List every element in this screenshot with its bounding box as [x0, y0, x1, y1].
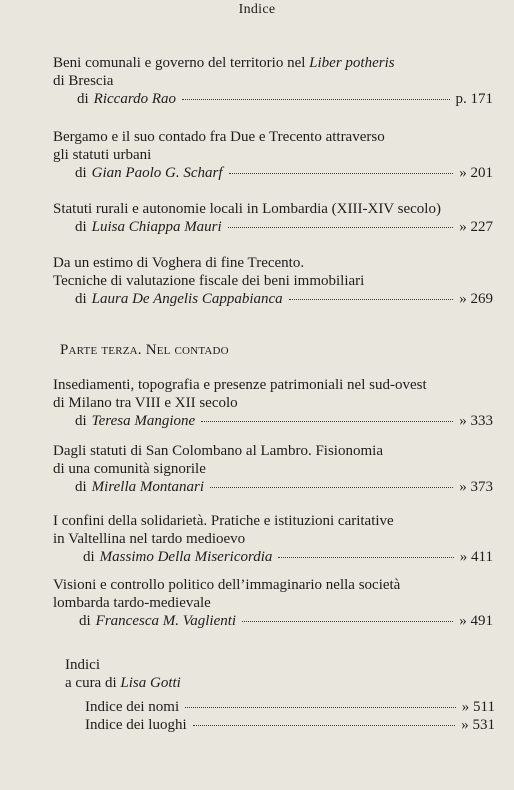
- entry-page: » 491: [459, 613, 493, 629]
- entry-title-line: di Brescia: [53, 73, 114, 89]
- toc-entry: [53, 200, 493, 236]
- entry-title-line: gli statuti urbani: [53, 147, 152, 163]
- entry-title-line: di Milano tra VIII e XII secolo: [53, 395, 238, 411]
- entry-title-line: lombarda tardo-medievale: [53, 595, 211, 611]
- entry-by: di: [83, 549, 95, 565]
- entry-by: di: [75, 479, 87, 495]
- dot-leader: [182, 99, 449, 100]
- index-row: [65, 698, 495, 716]
- entry-title-line: Da un estimo di Voghera di fine Trecento.: [53, 255, 305, 271]
- entry-author: Teresa Mangione: [91, 413, 196, 429]
- entry-author-row: [53, 290, 493, 308]
- toc-entry: [53, 128, 493, 182]
- dot-leader: [193, 725, 456, 726]
- entry-author: Gian Paolo G. Scharf: [91, 165, 223, 181]
- entry-page: » 411: [459, 549, 493, 565]
- entry-author-row: [53, 548, 493, 566]
- entry-by: di: [75, 413, 87, 429]
- dot-leader: [289, 299, 454, 300]
- entry-page: » 201: [459, 165, 493, 181]
- indexes-title: Indici: [65, 657, 100, 673]
- entry-author-row: [53, 218, 493, 236]
- dot-leader: [201, 421, 453, 422]
- entry-title-line: Beni comunali e governo del territorio nel Liber potheris: [53, 55, 395, 71]
- indexes-curator: Lisa Gotti: [120, 675, 181, 691]
- entry-by: di: [77, 91, 89, 107]
- entry-title-line: Tecniche di valutazione fiscale dei beni immobiliari: [53, 273, 365, 289]
- entry-author: Mirella Montanari: [91, 479, 205, 495]
- toc-entry: [53, 512, 493, 566]
- entry-title-line: di una comunità signorile: [53, 461, 206, 477]
- toc-entry: [53, 576, 493, 630]
- dot-leader: [210, 487, 453, 488]
- section-title: Nel contado: [145, 342, 229, 358]
- toc-entry: [53, 442, 493, 496]
- dot-leader: [228, 227, 454, 228]
- index-label: Indice dei nomi: [85, 699, 180, 715]
- entry-title-line: I confini della solidarietà. Pratiche e istituzioni caritative: [53, 513, 394, 529]
- entry-author-row: [53, 412, 493, 430]
- dot-leader: [242, 621, 453, 622]
- entry-title-line: Statuti rurali e autonomie locali in Lombardia (XIII-XIV secolo): [53, 201, 441, 217]
- entry-title-line: Insediamenti, topografia e presenze patrimoniali nel sud-ovest: [53, 377, 427, 393]
- entry-author-row: [53, 478, 493, 496]
- index-row: [65, 716, 495, 734]
- entry-page: p. 171: [455, 91, 493, 107]
- running-head: Indice: [238, 2, 276, 17]
- entry-title-line: in Valtellina nel tardo medioevo: [53, 531, 246, 547]
- entry-page: » 227: [459, 219, 493, 235]
- entry-title-line: Bergamo e il suo contado fra Due e Trecento attraverso: [53, 129, 385, 145]
- entry-by: di: [75, 165, 87, 181]
- dot-leader: [278, 557, 453, 558]
- index-label: Indice dei luoghi: [85, 717, 187, 733]
- dot-leader: [229, 173, 454, 174]
- entry-by: di: [75, 291, 87, 307]
- entry-by: di: [75, 219, 87, 235]
- entry-author: Francesca M. Vaglienti: [95, 613, 237, 629]
- index-page: » 531: [461, 717, 495, 733]
- entry-author: Riccardo Rao: [93, 91, 177, 107]
- entry-author: Luisa Chiappa Mauri: [91, 219, 222, 235]
- entry-title-line: Dagli statuti di San Colombano al Lambro. Fisionomia: [53, 443, 383, 459]
- indexes-curator-line: a cura di Lisa Gotti: [65, 675, 181, 691]
- entry-author-row: [53, 612, 493, 630]
- section-prefix: Parte terza.: [60, 342, 146, 358]
- entry-author: Massimo Della Misericordia: [99, 549, 273, 565]
- entry-author: Laura De Angelis Cappabianca: [91, 291, 283, 307]
- entry-author-row: [53, 164, 493, 182]
- index-page: » 511: [461, 699, 495, 715]
- toc-entry: [53, 54, 493, 108]
- entry-page: » 373: [459, 479, 493, 495]
- section-heading: [60, 342, 229, 359]
- indexes-block: [65, 656, 495, 734]
- entry-by: di: [79, 613, 91, 629]
- entry-page: » 333: [459, 413, 493, 429]
- toc-entry: [53, 376, 493, 430]
- entry-title-italic: Liber potheris: [309, 55, 395, 71]
- dot-leader: [185, 707, 456, 708]
- entry-author-row: [53, 90, 493, 108]
- toc-entry: [53, 254, 493, 308]
- entry-title-line: Visioni e controllo politico dell’immaginario nella società: [53, 577, 401, 593]
- entry-page: » 269: [459, 291, 493, 307]
